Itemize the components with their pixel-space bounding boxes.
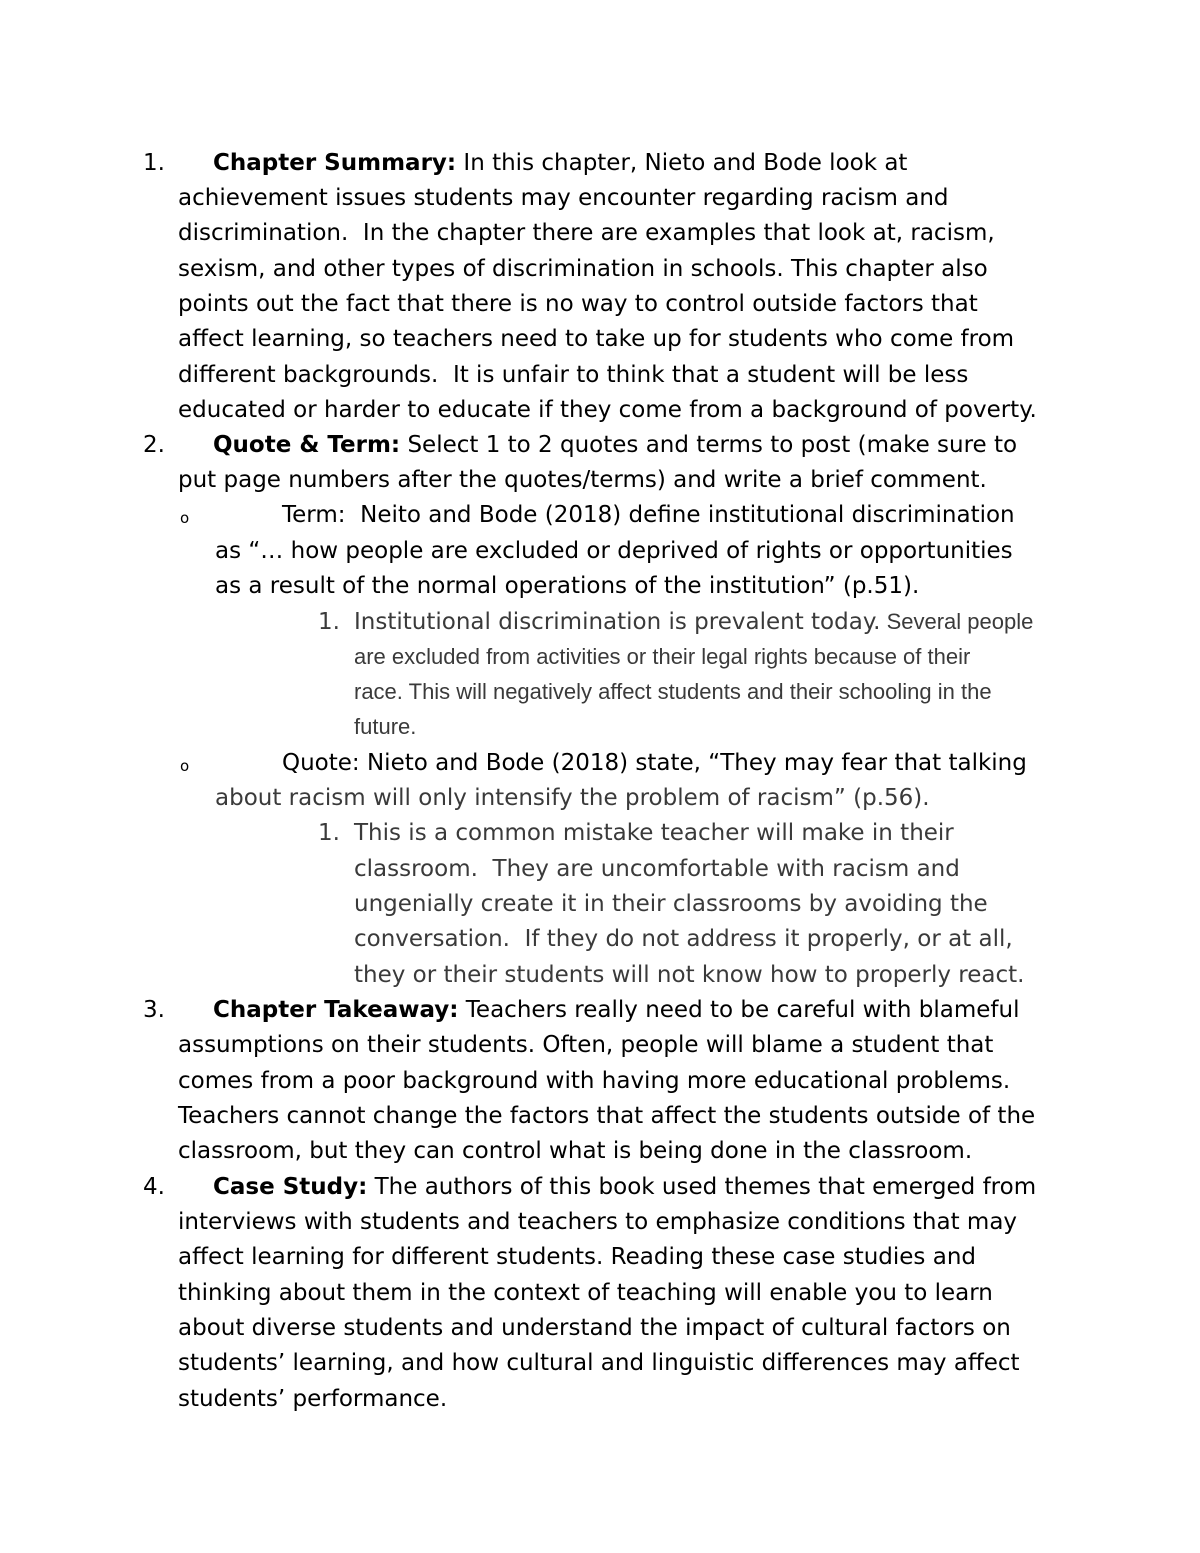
list-item-first-line — [213, 148, 907, 180]
item-text-line: sexism, and other types of discrimination in schools. This chapter also — [178, 256, 988, 282]
comment-text-line: conversation. If they do not address it properly, or at all, — [354, 926, 1013, 952]
item-text-line: different backgrounds. It is unfair to think that a student will be less — [178, 362, 969, 388]
subitem-text-line — [282, 748, 1027, 780]
comment-text-line: classroom. They are uncomfortable with racism and — [354, 856, 960, 882]
comment-text-line: future. — [354, 714, 417, 739]
comment-text-line: they or their students will not know how to properly react. — [354, 962, 1025, 988]
item-text-line: students’ learning, and how cultural and linguistic differences may affect — [178, 1350, 1020, 1376]
list-item-first-line — [213, 995, 1019, 1027]
list-number: 4. — [143, 1174, 165, 1200]
list-item-first-line — [213, 1172, 1036, 1204]
subitem-text-line: as “… how people are excluded or deprived of rights or opportunities — [215, 538, 1013, 564]
item-text: The authors of this book used themes that emerged from — [367, 1174, 1037, 1200]
item-text-line: classroom, but they can control what is being done in the classroom. — [178, 1138, 973, 1164]
item-text-line: achievement issues students may encounter regarding racism and — [178, 185, 949, 211]
subitem-text-line: Term: Neito and Bode (2018) define institutional discrimination — [282, 502, 1015, 528]
item-text-line: put page numbers after the quotes/terms) and write a brief comment. — [178, 467, 987, 493]
bullet-marker: o — [180, 757, 190, 775]
item-text: Teachers really need to be careful with blameful — [458, 997, 1020, 1023]
comment-text-line: race. This will negatively affect students and their schooling in the — [354, 679, 992, 704]
item-text-line: about diverse students and understand the impact of cultural factors on — [178, 1315, 1011, 1341]
item-text-line: interviews with students and teachers to emphasize conditions that may — [178, 1209, 1018, 1235]
comment-first-line — [354, 607, 1033, 639]
list-number: 3. — [143, 997, 165, 1023]
item-text-line: thinking about them in the context of teaching will enable you to learn — [178, 1280, 993, 1306]
bullet-marker: o — [180, 509, 190, 527]
item-text-line: affect learning, so teachers need to take up for students who come from — [178, 326, 1015, 352]
item-heading: Chapter Summary: — [213, 150, 457, 176]
quote-text: Quote: Nieto and Bode (2018) state, “They may fear that talking — [282, 750, 1027, 776]
item-text-line: comes from a poor background with having more educational problems. — [178, 1068, 1011, 1094]
comment-text-arial: Several people — [880, 609, 1034, 634]
comment-number: 1. — [318, 820, 340, 846]
item-text-line: students’ performance. — [178, 1386, 448, 1412]
item-heading: Case Study: — [213, 1174, 368, 1200]
subitem-text-line: as a result of the normal operations of the institution” (p.51). — [215, 573, 920, 599]
list-number: 2. — [143, 432, 165, 458]
item-heading: Chapter Takeaway: — [213, 997, 459, 1023]
item-text: Select 1 to 2 quotes and terms to post (make sure to — [400, 432, 1018, 458]
item-heading: Quote & Term: — [213, 432, 401, 458]
comment-number: 1. — [318, 609, 340, 635]
comment-text-line: ungenially create it in their classrooms by avoiding the — [354, 891, 988, 917]
item-text-line: educated or harder to educate if they come from a background of poverty. — [178, 397, 1037, 423]
item-text-line: Teachers cannot change the factors that affect the students outside of the — [178, 1103, 1036, 1129]
item-text-line: discrimination. In the chapter there are examples that look at, racism, — [178, 220, 995, 246]
list-item-first-line — [213, 430, 1017, 462]
item-text-line: points out the fact that there is no way to control outside factors that — [178, 291, 978, 317]
item-text-line: affect learning for different students. Reading these case studies and — [178, 1244, 976, 1270]
comment-text-line: This is a common mistake teacher will make in their — [354, 820, 954, 846]
item-text-line: assumptions on their students. Often, people will blame a student that — [178, 1032, 994, 1058]
item-text: In this chapter, Nieto and Bode look at — [456, 150, 908, 176]
list-number: 1. — [143, 150, 165, 176]
subitem-text-line: about racism will only intensify the problem of racism” (p.56). — [215, 785, 930, 811]
comment-text: Institutional discrimination is prevalent today. — [354, 609, 881, 635]
comment-text-line: are excluded from activities or their legal rights because of their — [354, 644, 971, 669]
